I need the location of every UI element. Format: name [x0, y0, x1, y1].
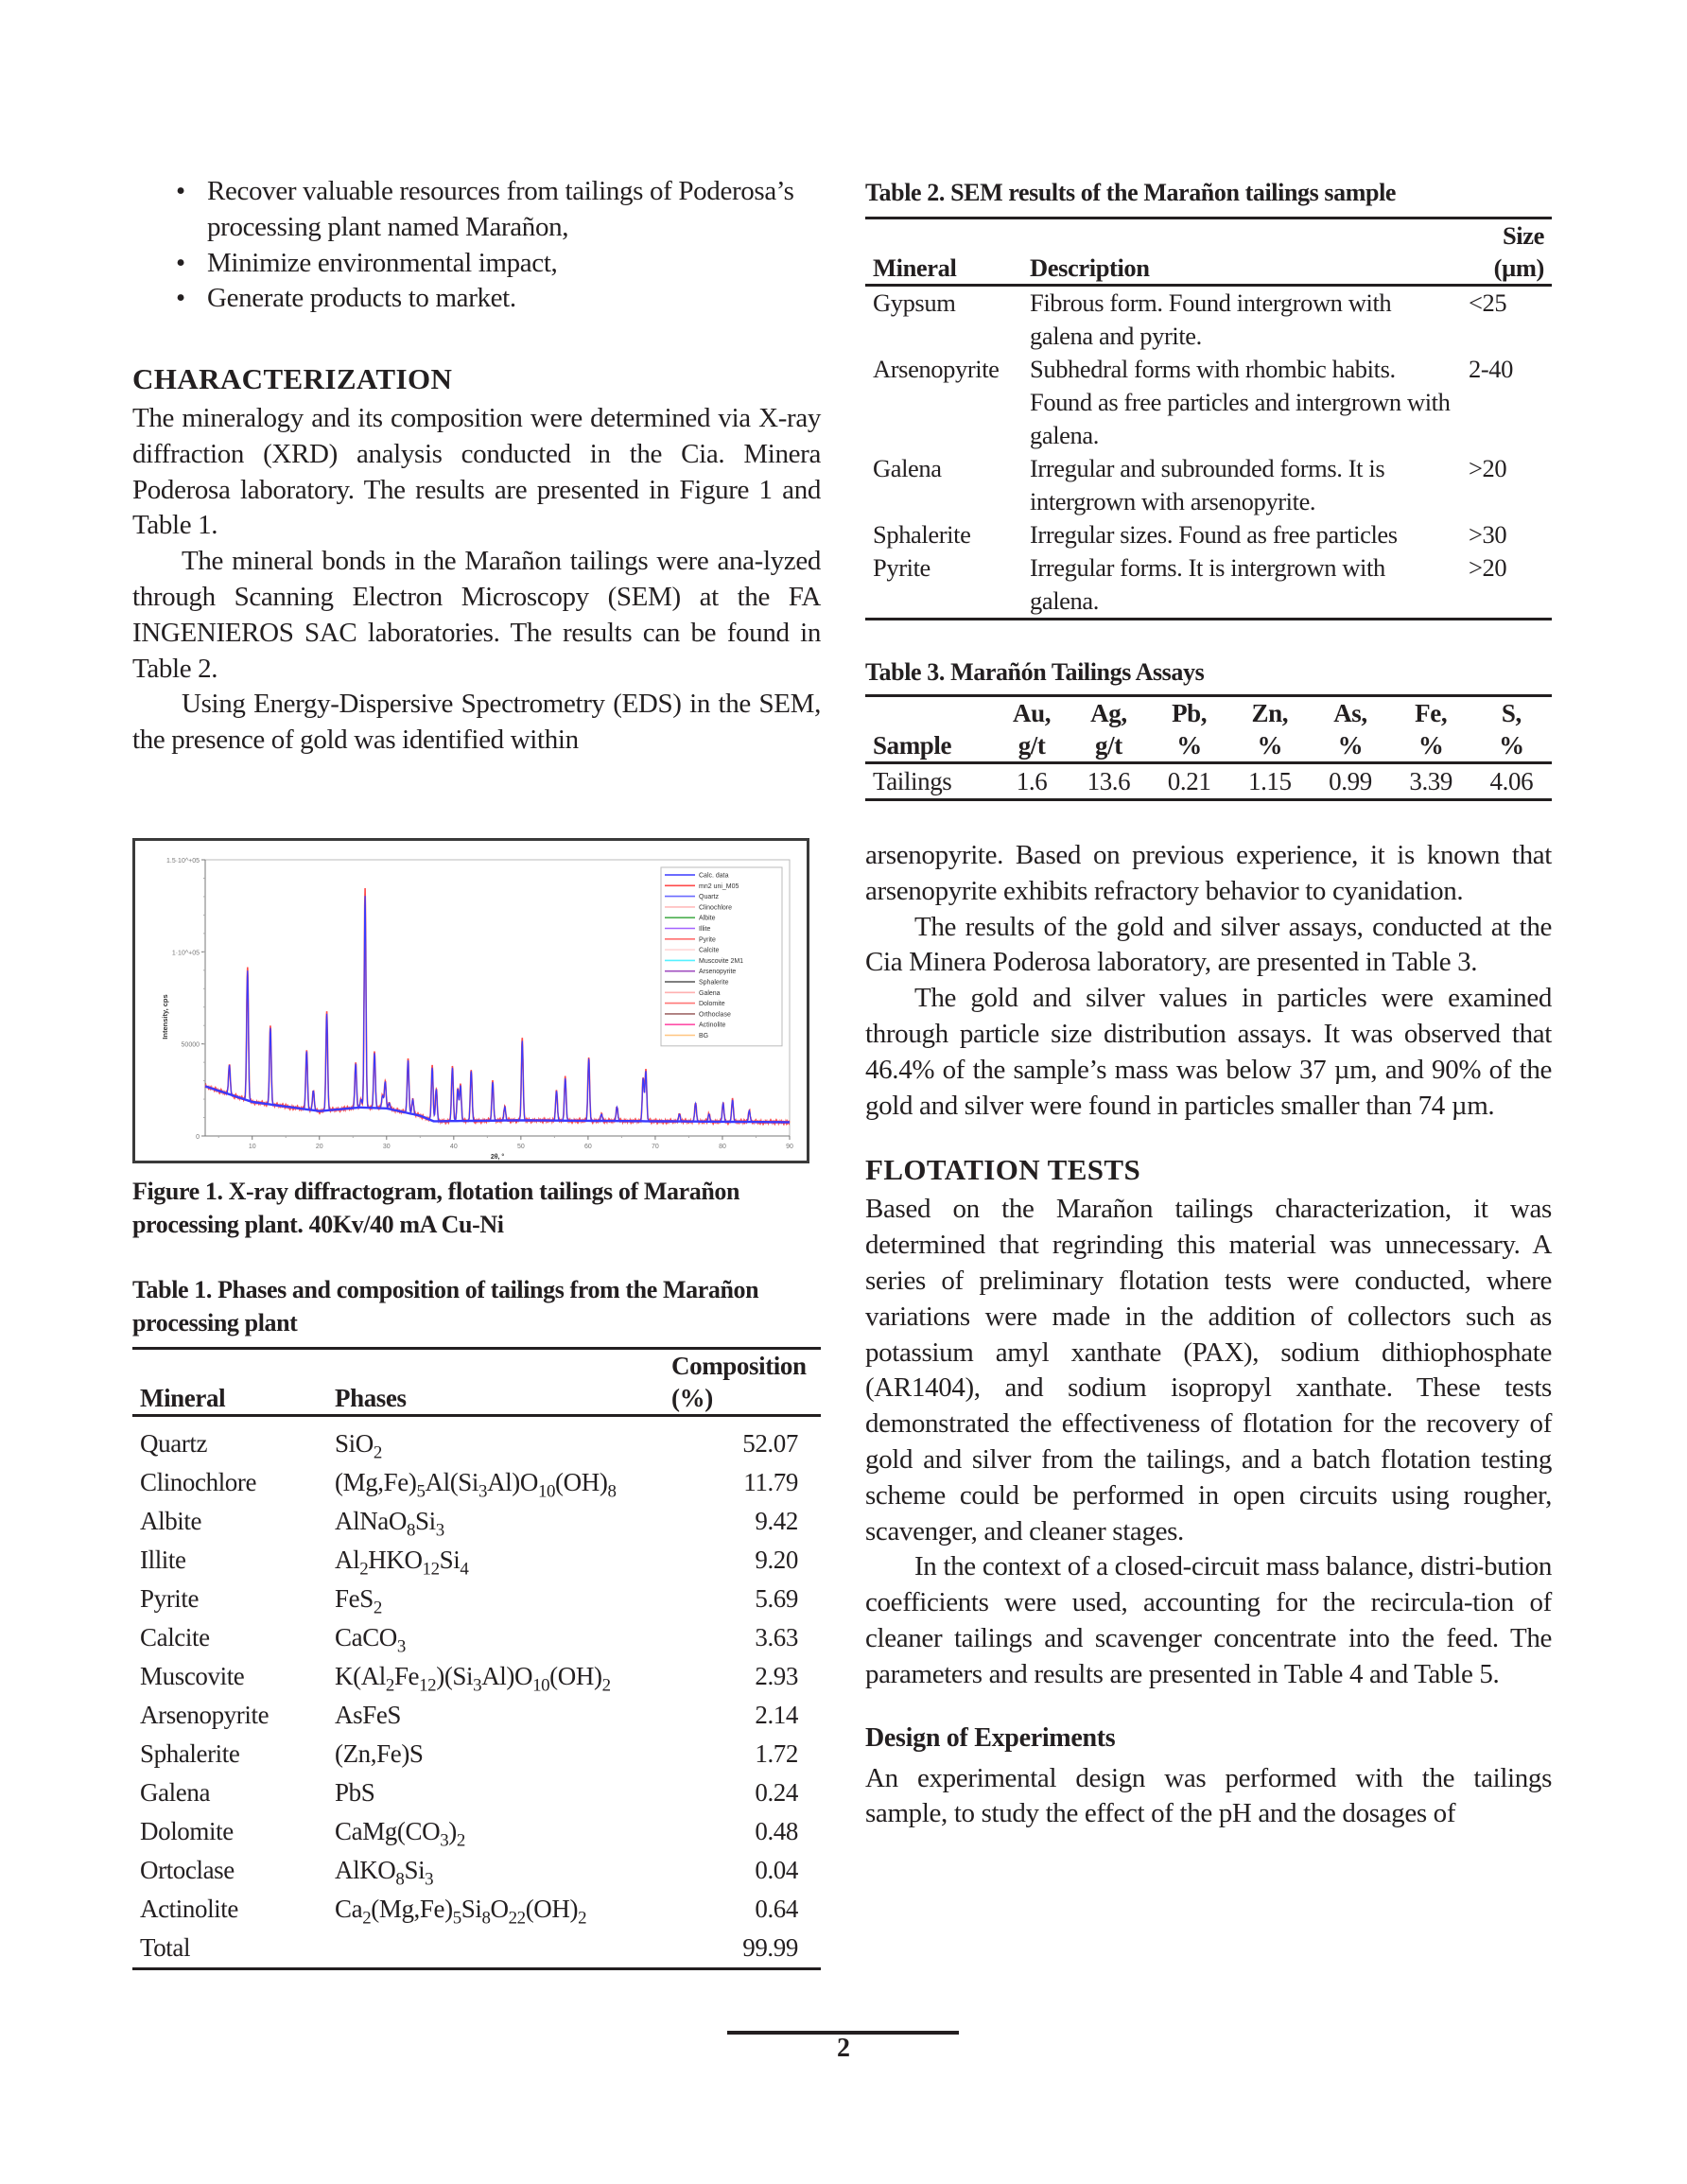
table-row [132, 1502, 821, 1541]
table-2-body [865, 286, 1552, 620]
cell-mineral: Ortoclase [140, 1856, 235, 1884]
cell-phase: FeS$_2$ [335, 1584, 382, 1618]
y-tick-label: 1.5·10^+05 [165, 858, 200, 865]
cell-phase: $CaMg(CO_3)_2$ [335, 1817, 465, 1851]
characterization-section [132, 361, 821, 759]
x-tick-label: 70 [652, 1144, 659, 1150]
cell-mineral: Albite [140, 1507, 202, 1535]
table-row [865, 551, 1552, 620]
table-3-block [865, 655, 1552, 801]
legend-label: Arsenopyrite [699, 969, 737, 976]
cell-mineral: Galena [873, 454, 942, 482]
cell-value: 0.99 [1329, 767, 1372, 795]
table-2 [865, 217, 1552, 620]
section-heading: CHARACTERIZATION [132, 362, 453, 395]
legend-label: Sphalerite [699, 979, 729, 987]
y-tick-label: 0 [196, 1134, 200, 1141]
cell-composition: 3.63 [755, 1623, 798, 1651]
cell-phase: $Ca_2(Mg,Fe)_5Si_8O_{22}(OH)_2$ [335, 1895, 587, 1929]
paragraph: The mineral bonds in the Marañon tailings were ana-lyzed through Scanning Electron Microscopy (SEM) at the FA INGENIEROS SAC laboratories. The results can be found in Table 2. [132, 546, 821, 684]
column-header: Mineral [140, 1384, 226, 1412]
xrd-diffractogram [135, 841, 807, 1161]
legend-label: Dolomite [699, 1001, 725, 1008]
x-tick-label: 60 [583, 1144, 592, 1150]
cell-mineral: Dolomite [140, 1817, 234, 1845]
table-caption: Table 3. Marañón Tailings Assays [865, 658, 1205, 686]
table-row [132, 1416, 821, 1464]
cell-mineral: Arsenopyrite [140, 1701, 270, 1729]
paragraph: arsenopyrite. Based on previous experience, it is known that arsenopyrite exhibits refractory behavior to cyanidation. [865, 840, 1552, 906]
column-header: Composition (%) [671, 1352, 807, 1412]
cell-composition: 0.48 [755, 1817, 798, 1845]
legend-label: Galena [699, 989, 721, 997]
list-item: • Recover valuable resources from tailings of Poderosa’s processing plant named Marañon, [176, 176, 794, 242]
table-row [132, 1580, 821, 1618]
cell-phase: $(Mg,Fe)_5Al(Si_3Al)O_{10}(OH)_8$ [335, 1468, 617, 1502]
y-tick-label: 50000 [181, 1041, 200, 1049]
column-header: S, % [1499, 699, 1524, 760]
cell-phase: SiO$_2$ [335, 1429, 382, 1463]
cell-composition: 2.93 [755, 1662, 798, 1690]
legend-label: Albite [699, 915, 716, 922]
table-2-block [865, 176, 1552, 620]
column-header: As, % [1333, 699, 1367, 760]
table-row [132, 1773, 821, 1812]
column-header: Sample [873, 731, 952, 760]
cell-size: >30 [1469, 520, 1507, 549]
table-row [865, 452, 1552, 518]
legend-label: Illite [699, 926, 711, 933]
table-1-body [132, 1416, 821, 1969]
column-header: Ag, g/t [1090, 699, 1127, 760]
paragraph: The results of the gold and silver assays, conducted at the Cia Minera Poderosa laboratory, are presented in Table 3. [865, 911, 1552, 978]
cell-composition: 0.04 [755, 1856, 798, 1884]
table-row [865, 518, 1552, 551]
column-header: Zn, % [1251, 699, 1289, 760]
cell-value: 1.15 [1247, 767, 1292, 795]
table-row [132, 1735, 821, 1773]
cell-mineral: Actinolite [140, 1895, 238, 1923]
cell-composition: 5.69 [755, 1584, 798, 1613]
legend-label: Actinolite [699, 1022, 726, 1029]
column-header: Phases [335, 1384, 407, 1412]
cell-value: 0.21 [1167, 767, 1211, 795]
table-1 [132, 1347, 821, 1970]
table-row [132, 1890, 821, 1929]
cell-value: 1.6 [1016, 767, 1048, 795]
cell-size: <25 [1469, 288, 1507, 317]
cell-composition: 52.07 [742, 1429, 798, 1458]
table-caption: Table 2. SEM results of the Marañon tailings sample [865, 179, 1397, 206]
bullet-icon: • [176, 283, 185, 314]
column-header: Mineral [873, 253, 957, 282]
cell-mineral: Clinochlore [140, 1468, 257, 1496]
cell-composition: 1.72 [755, 1739, 798, 1768]
cell-mineral: Sphalerite [140, 1739, 240, 1768]
cell-phase: (Zn,Fe)S [335, 1739, 424, 1768]
chart-legend [661, 867, 782, 1046]
cell-mineral: Pyrite [873, 553, 930, 582]
cell-mineral: Gypsum [873, 288, 956, 317]
section-heading: FLOTATION TESTS [865, 1153, 1141, 1187]
x-axis-label: 2θ, ° [490, 1154, 505, 1161]
cell-mineral: Galena [140, 1778, 211, 1807]
cell-size: 2-40 [1469, 355, 1513, 383]
table-row [865, 763, 1552, 800]
cell-description: Fibrous form. Found intergrown with galena and pyrite. [1030, 288, 1392, 350]
cell-phase: $AlKO_8Si_3$ [335, 1856, 434, 1890]
x-tick-label: 40 [449, 1144, 458, 1150]
cell-phase: CaCO$_3$ [335, 1623, 406, 1657]
table-header-row [132, 1349, 821, 1416]
cell-mineral: Total [140, 1933, 191, 1962]
cell-size: >20 [1469, 454, 1507, 482]
legend-label: Pyrite [699, 936, 716, 944]
table-3-body [865, 763, 1552, 800]
cell-composition: 0.64 [755, 1895, 798, 1923]
legend-label: Orthoclase [699, 1011, 731, 1019]
legend-label: Quartz [699, 894, 720, 901]
bullet-icon: • [176, 247, 185, 278]
x-tick-label: 30 [382, 1144, 391, 1150]
cell-phase: PbS [335, 1778, 375, 1807]
cell-mineral: Illite [140, 1546, 186, 1574]
cell-mineral: Calcite [140, 1623, 210, 1651]
objectives-list [176, 174, 838, 317]
results-section [865, 838, 1552, 1832]
cell-value: 13.6 [1087, 767, 1131, 795]
cell-mineral: Sphalerite [873, 520, 971, 549]
table-row [132, 1929, 821, 1969]
cell-composition: 2.14 [755, 1701, 798, 1729]
cell-composition: 11.79 [743, 1468, 798, 1496]
subsection-heading: Design of Experiments [865, 1722, 1116, 1753]
cell-size: >20 [1469, 553, 1507, 582]
cell-description: Irregular and subrounded forms. It is intergrown with arsenopyrite. [1030, 454, 1385, 515]
x-tick-label: 50 [516, 1144, 525, 1150]
figure-caption: Figure 1. X-ray diffractogram, flotation tailings of Marañon processing plant. 40Kv/40 mA Cu-Ni [132, 1178, 740, 1238]
bullet-icon: • [176, 176, 185, 206]
table-row [132, 1618, 821, 1657]
cell-composition: 9.20 [755, 1546, 798, 1574]
y-axis-label: Intensity, cps [161, 994, 169, 1040]
cell-mineral: Quartz [140, 1429, 208, 1458]
legend-label: mn2 uni_M05 [699, 882, 739, 890]
cell-description: Subhedral forms with rhombic habits. Found as free particles and intergrown with galena. [1030, 355, 1451, 449]
cell-composition: 99.99 [742, 1933, 798, 1962]
x-tick-label: 80 [719, 1144, 726, 1150]
cell-value: 3.39 [1409, 767, 1452, 795]
paragraph: In the context of a closed-circuit mass balance, distri-bution coefficients were used, accounting for the recircula-tion of cleaner tailings and scavenger concentrate into the feed. The parameters and results are presented in Table 4 and Table 5. [865, 1551, 1552, 1689]
table-caption: Table 1. Phases and composition of tailings from the Marañon processing plant [132, 1276, 759, 1337]
cell-composition: 0.24 [755, 1778, 798, 1807]
list-item: • Generate products to market. [176, 281, 838, 317]
paragraph: The gold and silver values in particles were examined through particle size distribution assays. It was observed that 46.4% of the sample’s mass was below 37 µm, and 90% of the gold and silver were found in particles smaller than 74 µm. [865, 983, 1552, 1121]
x-tick-label: 90 [786, 1144, 793, 1150]
cell-phase: $AlNaO_8Si_3$ [335, 1507, 444, 1541]
table-row [132, 1696, 821, 1735]
paragraph: An experimental design was performed with the tailings sample, to study the effect of the pH and the dosages of [865, 1762, 1552, 1829]
x-tick-label: 10 [248, 1144, 256, 1150]
table-3 [865, 694, 1552, 801]
figure-1-caption-block [132, 1175, 821, 1241]
column-header: Fe, % [1415, 699, 1448, 760]
legend-label: Muscovite 2M1 [699, 957, 744, 965]
column-header: Description [1030, 253, 1150, 282]
cell-phase: AsFeS [335, 1701, 402, 1729]
y-tick-label: 1·10^+05 [171, 950, 200, 957]
table-header-row [865, 218, 1552, 286]
legend-label: Calcite [699, 947, 720, 954]
x-tick-label: 20 [315, 1144, 323, 1150]
table-row [132, 1541, 821, 1580]
cell-description: Irregular sizes. Found as free particles [1030, 520, 1398, 549]
table-header-row [865, 696, 1552, 763]
table-row [132, 1851, 821, 1890]
cell-phase [327, 1929, 664, 1969]
paragraph: The mineralogy and its composition were determined via X-ray diffraction (XRD) analysis conducted in the Cia. Minera Poderosa laboratory. The results are presented in Figure 1 and Table 1. [132, 403, 821, 541]
table-row [132, 1463, 821, 1502]
column-header: Size (µm) [1493, 221, 1544, 282]
table-row [132, 1812, 821, 1851]
table-1-block [132, 1273, 821, 1970]
cell-sample: Tailings [873, 767, 952, 795]
background-line [205, 1086, 790, 1122]
column-header: Pb, % [1172, 699, 1208, 760]
column-header: Au, g/t [1013, 699, 1052, 760]
cell-mineral: Muscovite [140, 1662, 245, 1690]
cell-value: 4.06 [1489, 767, 1534, 795]
legend-label: BG [699, 1033, 709, 1040]
figure-1-xrd-chart [132, 838, 809, 1163]
cell-mineral: Arsenopyrite [873, 355, 1000, 383]
page-number: 2 [837, 2034, 850, 2063]
list-item: • Minimize environmental impact, [176, 246, 838, 282]
legend-label: Clinochlore [699, 904, 733, 912]
paragraph: Using Energy-Dispersive Spectrometry (EDS) in the SEM, the presence of gold was identified within [132, 689, 821, 756]
cell-composition: 9.42 [755, 1507, 798, 1535]
table-row [865, 353, 1552, 452]
table-row [865, 286, 1552, 354]
cell-phase: $Al_2HKO_{12}Si_4$ [335, 1546, 469, 1580]
paragraph: Based on the Marañon tailings characterization, it was determined that regrinding this material was unnecessary. A series of preliminary flotation tests were conducted, where variations were made in the addition of collectors such as potassium amyl xanthate (PAX), sodium dithiophosphate (AR1404), and sodium isopropyl xanthate. These tests demonstrated the effectiveness of flotation for the recovery of gold and silver from the tailings, and a batch flotation testing scheme could be performed in open circuits using rougher, scavenger, and cleaner stages. [865, 1194, 1552, 1546]
cell-mineral: Pyrite [140, 1584, 200, 1613]
cell-description: Irregular forms. It is intergrown with galena. [1030, 553, 1385, 615]
legend-label: Calc. data [699, 872, 729, 880]
cell-phase: $K(Al_2Fe_{12})(Si_3Al)O_{10}(OH)_2$ [335, 1662, 611, 1696]
table-row [132, 1657, 821, 1696]
